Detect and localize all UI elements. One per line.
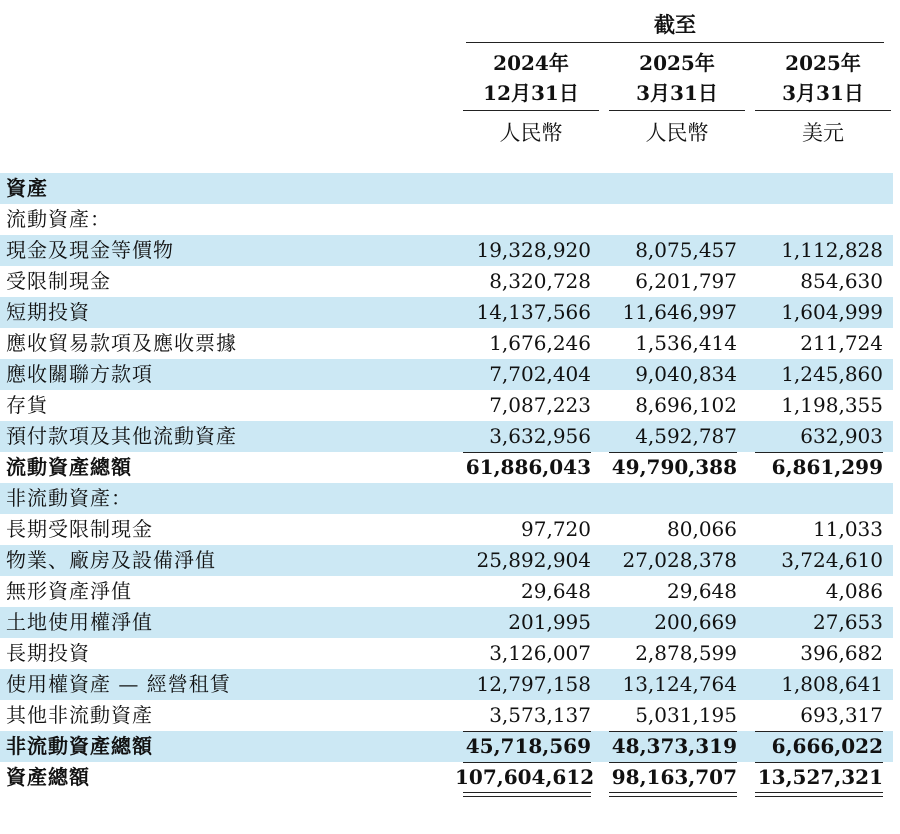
row-value: 97,720	[521, 517, 591, 541]
row-label: 應收貿易款項及應收票據	[6, 331, 237, 355]
row-value: 5,031,195	[635, 703, 737, 727]
row-value: 8,320,728	[489, 269, 591, 293]
row-value: 25,892,904	[476, 548, 591, 572]
table-row	[0, 359, 893, 390]
row-value: 8,075,457	[635, 238, 737, 262]
row-value: 49,790,388	[601, 452, 737, 483]
table-row	[0, 452, 893, 483]
row-value: 3,632,956	[489, 424, 591, 448]
row-value: 29,648	[521, 579, 591, 603]
row-value: 6,861,299	[747, 452, 883, 483]
row-value: 2,878,599	[635, 641, 737, 665]
row-label: 現金及現金等價物	[6, 238, 174, 262]
column-header-2	[609, 48, 745, 149]
row-label: 非流動資產總額	[6, 734, 153, 758]
table-row	[0, 762, 893, 796]
assets-table	[0, 173, 893, 796]
column-date: 12月31日	[483, 81, 579, 105]
table-row	[0, 297, 893, 328]
column-year: 2024年	[493, 51, 569, 75]
table-row	[0, 421, 893, 452]
row-value: 13,124,764	[622, 672, 737, 696]
row-label: 流動資產：	[6, 207, 111, 231]
row-label: 其他非流動資產	[6, 703, 153, 727]
row-label: 資產總額	[6, 765, 90, 789]
row-value: 27,653	[813, 610, 883, 634]
row-value: 7,702,404	[489, 362, 591, 386]
row-value: 200,669	[654, 610, 737, 634]
row-label: 使用權資產 — 經營租賃	[6, 672, 231, 696]
column-rule	[755, 110, 891, 111]
row-label: 存貨	[6, 393, 48, 417]
table-row	[0, 638, 893, 669]
row-value: 12,797,158	[476, 672, 591, 696]
row-label: 應收關聯方款項	[6, 362, 153, 386]
row-value: 3,724,610	[781, 548, 883, 572]
row-value: 9,040,834	[635, 362, 737, 386]
row-value: 4,592,787	[635, 424, 737, 448]
row-value: 7,087,223	[489, 393, 591, 417]
row-label: 預付款項及其他流動資產	[6, 424, 237, 448]
row-label: 土地使用權淨值	[6, 610, 153, 634]
row-label: 受限制現金	[6, 269, 111, 293]
table-row	[0, 576, 893, 607]
row-label: 流動資產總額	[6, 455, 132, 479]
row-value: 107,604,612	[455, 762, 591, 793]
row-value: 6,201,797	[635, 269, 737, 293]
row-value: 1,536,414	[635, 331, 737, 355]
table-row	[0, 235, 893, 266]
row-value: 1,676,246	[489, 331, 591, 355]
row-value: 11,646,997	[622, 300, 737, 324]
row-value: 6,666,022	[747, 731, 883, 762]
row-value: 45,718,569	[455, 731, 591, 762]
heading-rule	[466, 42, 884, 43]
row-value: 3,573,137	[489, 703, 591, 727]
row-value: 854,630	[800, 269, 883, 293]
column-rule	[463, 110, 599, 111]
table-row	[0, 700, 893, 731]
column-date: 3月31日	[782, 81, 864, 105]
row-label: 非流動資產：	[6, 486, 132, 510]
row-value: 211,724	[800, 331, 883, 355]
row-value: 98,163,707	[601, 762, 737, 793]
row-value: 80,066	[667, 517, 737, 541]
table-row	[0, 328, 893, 359]
row-value: 4,086	[825, 579, 883, 603]
row-value: 14,137,566	[476, 300, 591, 324]
row-value: 1,245,860	[781, 362, 883, 386]
table-row	[0, 607, 893, 638]
column-rule	[609, 110, 745, 111]
column-currency: 美元	[802, 121, 844, 145]
table-row	[0, 514, 893, 545]
row-value: 1,808,641	[781, 672, 883, 696]
table-row	[0, 173, 893, 204]
row-value: 201,995	[508, 610, 591, 634]
column-year: 2025年	[785, 51, 861, 75]
row-value: 19,328,920	[476, 238, 591, 262]
column-currency: 人民幣	[499, 121, 563, 145]
row-value: 693,317	[800, 703, 883, 727]
row-value: 27,028,378	[622, 548, 737, 572]
table-row	[0, 731, 893, 762]
row-value: 11,033	[813, 517, 883, 541]
row-label: 物業、廠房及設備淨值	[6, 548, 216, 572]
column-header-3	[755, 48, 891, 149]
row-label: 無形資產淨值	[6, 579, 132, 603]
as-at-heading: 截至	[654, 12, 696, 37]
row-label: 長期受限制現金	[6, 517, 153, 541]
row-value: 61,886,043	[455, 452, 591, 483]
column-header-1	[463, 48, 599, 149]
row-value: 1,198,355	[781, 393, 883, 417]
column-year: 2025年	[639, 51, 715, 75]
row-value: 1,112,828	[781, 238, 883, 262]
row-value: 29,648	[667, 579, 737, 603]
row-label: 長期投資	[6, 641, 90, 665]
column-currency: 人民幣	[645, 121, 709, 145]
table-row	[0, 483, 893, 514]
row-value: 3,126,007	[489, 641, 591, 665]
column-date: 3月31日	[636, 81, 718, 105]
row-value: 632,903	[800, 424, 883, 448]
row-value: 396,682	[800, 641, 883, 665]
row-value: 13,527,321	[747, 762, 883, 793]
table-row	[0, 545, 893, 576]
row-value: 1,604,999	[781, 300, 883, 324]
row-value: 8,696,102	[635, 393, 737, 417]
table-row	[0, 266, 893, 297]
table-row	[0, 390, 893, 421]
row-label: 短期投資	[6, 300, 90, 324]
table-row	[0, 669, 893, 700]
row-label: 資產	[6, 176, 48, 200]
row-value: 48,373,319	[601, 731, 737, 762]
table-row	[0, 204, 893, 235]
